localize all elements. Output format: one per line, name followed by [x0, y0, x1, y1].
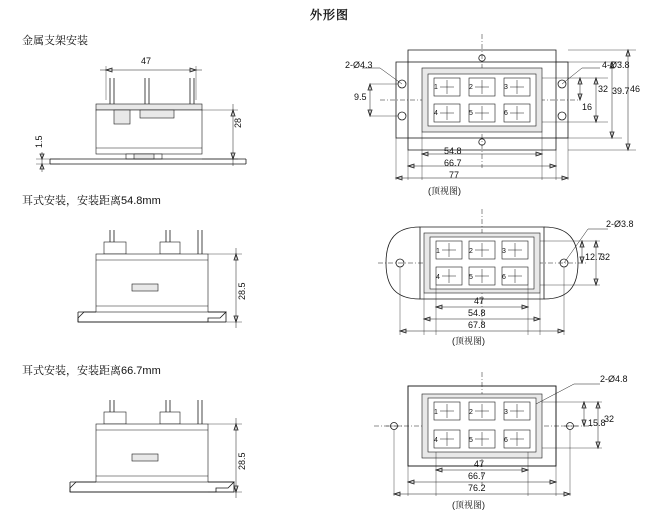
terminal-number-s2-1: 1 [436, 248, 440, 255]
dim-s1-top-54p8: 54.8 [444, 146, 462, 156]
dim-s1-top-hole-43: 2-Ø4.3 [345, 60, 373, 70]
terminal-number-s3-5: 5 [469, 437, 473, 444]
terminal-number-s2-3: 3 [502, 248, 506, 255]
dim-s3-side-28p5: 28.5 [237, 452, 247, 470]
section-3-top-view [350, 368, 650, 508]
terminal-number-5: 5 [469, 110, 473, 117]
dim-s1-top-46: 46 [630, 84, 641, 94]
dim-s1-side-47: 47 [141, 56, 152, 66]
terminal-number-s3-4: 4 [434, 437, 438, 444]
dim-s1-side-1p5: 1.5 [34, 135, 44, 148]
dim-s3-top-76p2: 76.2 [468, 483, 486, 493]
terminal-number-s3-6: 6 [504, 437, 508, 444]
terminal-number-s3-2: 2 [469, 409, 473, 416]
terminal-number-1: 1 [434, 84, 438, 91]
terminal-number-6: 6 [504, 110, 508, 117]
dim-s1-top-9p5: 9.5 [354, 92, 367, 102]
section-caption-3: 耳式安装，安装距离66.7mm [22, 365, 161, 377]
dim-s2-side-28p5: 28.5 [237, 282, 247, 300]
dim-s1-top-16: 16 [582, 102, 593, 112]
dim-s3-top-15p8: 15.8 [588, 418, 606, 428]
view-label-3: (顶视图) [452, 500, 485, 510]
dim-s1-side-28: 28 [233, 117, 243, 128]
dim-s1-top-hole-38: 4-Ø3.8 [602, 60, 630, 70]
section-caption-1: 金属支架安装 [22, 35, 88, 47]
dim-s3-top-hole-48: 2-Ø4.8 [600, 374, 628, 384]
section-3-side-view [14, 382, 274, 507]
terminal-number-s2-2: 2 [469, 248, 473, 255]
dim-s2-top-hole-38: 2-Ø3.8 [606, 219, 634, 229]
page-title: 外形图 [309, 8, 349, 22]
dim-s3-top-66p7: 66.7 [468, 471, 486, 481]
terminal-number-2: 2 [469, 84, 473, 91]
section-2-side-view [14, 212, 274, 337]
dim-s1-top-32: 32 [598, 84, 609, 94]
terminal-number-s2-6: 6 [502, 274, 506, 281]
terminal-number-3: 3 [504, 84, 508, 91]
dim-s2-top-54p8: 54.8 [468, 308, 486, 318]
dim-s1-top-66p7: 66.7 [444, 158, 462, 168]
section-2-top-view [350, 205, 650, 345]
terminal-number-s3-3: 3 [504, 409, 508, 416]
section-1-top-view [350, 28, 650, 188]
terminal-number-s2-4: 4 [436, 274, 440, 281]
dim-s3-top-32: 32 [604, 414, 615, 424]
dim-s2-top-32: 32 [600, 252, 611, 262]
view-label-1: (顶视图) [428, 186, 461, 196]
dim-s3-top-47: 47 [474, 459, 485, 469]
dim-s2-top-12p7: 12.7 [585, 252, 603, 262]
dim-s2-top-47: 47 [474, 296, 485, 306]
dim-s1-top-39p7: 39.7 [612, 86, 630, 96]
terminal-number-4: 4 [434, 110, 438, 117]
dim-s1-top-77: 77 [449, 170, 460, 180]
terminal-number-s2-5: 5 [469, 274, 473, 281]
view-label-2: (顶视图) [452, 336, 485, 346]
dim-s2-top-67p8: 67.8 [468, 320, 486, 330]
section-caption-2: 耳式安装，安装距离54.8mm [22, 195, 161, 207]
terminal-number-s3-1: 1 [434, 409, 438, 416]
